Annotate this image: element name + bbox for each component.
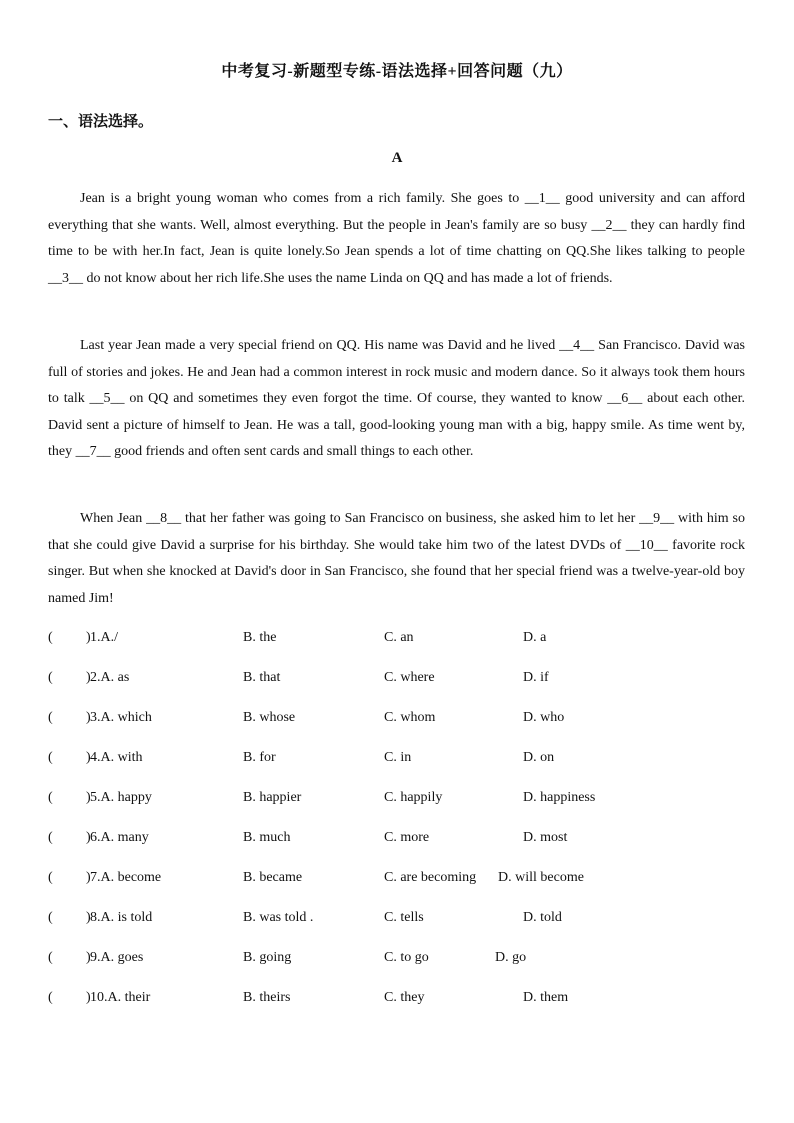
option-d[interactable]: D. happiness (523, 790, 596, 805)
question-row (48, 990, 745, 1012)
option-c[interactable]: C. where (384, 670, 435, 685)
option-d[interactable]: D. told (523, 910, 562, 925)
answer-blank[interactable] (48, 910, 91, 926)
option-c[interactable]: C. happily (384, 790, 443, 805)
open-paren: ( (48, 830, 53, 845)
close-paren: ) (86, 950, 91, 965)
option-c[interactable]: C. tells (384, 910, 424, 925)
option-d[interactable]: D. them (523, 990, 569, 1005)
option-c[interactable]: C. whom (384, 710, 436, 725)
question-row (48, 870, 745, 892)
option-b[interactable]: B. going (243, 950, 292, 965)
option-a[interactable]: 10.A. their (90, 990, 151, 1005)
option-c[interactable]: C. are becoming (384, 870, 477, 885)
close-paren: ) (86, 710, 91, 725)
open-paren: ( (48, 950, 53, 965)
option-b[interactable]: B. the (243, 630, 277, 645)
option-c[interactable]: C. to go (384, 950, 429, 965)
answer-blank[interactable] (48, 670, 91, 686)
option-d[interactable]: D. most (523, 830, 568, 845)
option-d[interactable]: D. if (523, 670, 549, 685)
option-a[interactable]: 3.A. which (90, 710, 152, 725)
close-paren: ) (86, 990, 91, 1005)
option-d[interactable]: D. go (495, 950, 527, 965)
close-paren: ) (86, 790, 91, 805)
option-a[interactable]: 1.A./ (90, 630, 118, 645)
question-row (48, 630, 745, 652)
answer-blank[interactable] (48, 830, 91, 846)
option-a[interactable]: 4.A. with (90, 750, 143, 765)
option-c[interactable]: C. they (384, 990, 425, 1005)
option-b[interactable]: B. that (243, 670, 281, 685)
passage-label: A (391, 150, 403, 166)
passage-paragraph-3: When Jean __8__ that her father was going to San Francisco on business, she asked him to let her __9__ with him so that she could give David a surprise for his birthday. She would take him two of the latest DVDs of __10__ favorite rock singer. But when she knocked at David's door in San Francisco, she found that her special friend was a twelve-year-old boy named Jim! (48, 511, 745, 606)
option-a[interactable]: 8.A. is told (90, 910, 153, 925)
close-paren: ) (86, 910, 91, 925)
option-d[interactable]: D. will become (498, 870, 584, 885)
question-row (48, 670, 745, 692)
passage-paragraph-2: Last year Jean made a very special friend on QQ. His name was David and he lived __4__ San Francisco. David was full of stories and jokes. He and Jean had a common interest in rock music and modern dance. So it always took them hours to talk __5__ on QQ and sometimes they even forgot the time. Of course, they wanted to know __6__ about each other. David sent a picture of himself to Jean. He was a tall, good-looking young man with a big, happy smile. As time went by, they __7__ good friends and often sent cards and small things to each other. (48, 338, 745, 460)
open-paren: ( (48, 910, 53, 925)
option-c[interactable]: C. an (384, 630, 414, 645)
open-paren: ( (48, 870, 53, 885)
question-row (48, 910, 745, 932)
open-paren: ( (48, 670, 53, 685)
open-paren: ( (48, 990, 53, 1005)
answer-blank[interactable] (48, 630, 91, 646)
answer-blank[interactable] (48, 710, 91, 726)
option-b[interactable]: B. theirs (243, 990, 291, 1005)
close-paren: ) (86, 870, 91, 885)
option-b[interactable]: B. became (243, 870, 303, 885)
option-a[interactable]: 9.A. goes (90, 950, 144, 965)
option-a[interactable]: 6.A. many (90, 830, 149, 845)
open-paren: ( (48, 630, 53, 645)
option-a[interactable]: 7.A. become (90, 870, 162, 885)
option-b[interactable]: B. for (243, 750, 276, 765)
passage-paragraph-1: Jean is a bright young woman who comes from a rich family. She goes to __1__ good university and can afford everything that she wants. Well, almost everything. But the people in Jean's family are so busy __2__ they can hardly find time to be with her.In fact, Jean is quite lonely.So Jean spends a lot of time chatting on QQ.She likes talking to people __3__ do not know about her rich life.She uses the name Linda on QQ and has made a lot of friends. (48, 191, 745, 286)
open-paren: ( (48, 710, 53, 725)
option-b[interactable]: B. happier (243, 790, 302, 805)
open-paren: ( (48, 750, 53, 765)
question-row (48, 830, 745, 852)
option-a[interactable]: 5.A. happy (90, 790, 152, 805)
option-c[interactable]: C. in (384, 750, 412, 765)
question-row (48, 750, 745, 772)
close-paren: ) (86, 830, 91, 845)
option-c[interactable]: C. more (384, 830, 430, 845)
answer-blank[interactable] (48, 790, 91, 806)
answer-blank[interactable] (48, 950, 91, 966)
option-b[interactable]: B. was told . (243, 910, 314, 925)
close-paren: ) (86, 670, 91, 685)
answer-blank[interactable] (48, 990, 91, 1006)
section-heading: 一、语法选择。 (48, 114, 154, 130)
option-b[interactable]: B. much (243, 830, 291, 845)
question-row (48, 790, 745, 812)
option-d[interactable]: D. a (523, 630, 547, 645)
answer-blank[interactable] (48, 870, 91, 886)
option-b[interactable]: B. whose (243, 710, 296, 725)
close-paren: ) (86, 630, 91, 645)
question-row (48, 950, 745, 972)
close-paren: ) (86, 750, 91, 765)
option-d[interactable]: D. on (523, 750, 555, 765)
option-d[interactable]: D. who (523, 710, 565, 725)
open-paren: ( (48, 790, 53, 805)
question-row (48, 710, 745, 732)
page-title: 中考复习-新题型专练-语法选择+回答问题（九） (221, 63, 573, 80)
answer-blank[interactable] (48, 750, 91, 766)
option-a[interactable]: 2.A. as (90, 670, 130, 685)
